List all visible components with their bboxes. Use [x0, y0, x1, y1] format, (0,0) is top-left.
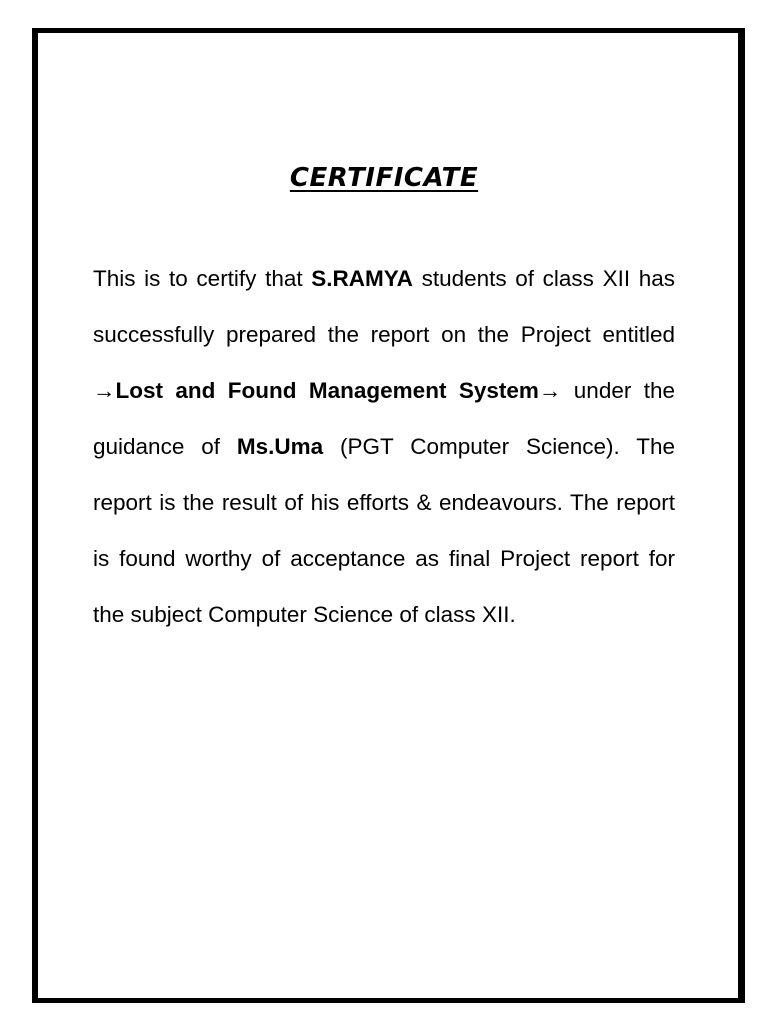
body-text-guidance: under the guidance of	[93, 378, 676, 459]
body-text-intro: This is to certify that	[93, 266, 312, 291]
certificate-title: CERTIFICATE	[289, 163, 479, 193]
project-title: →Lost and Found Management System→	[93, 378, 562, 403]
body-text-closing: (PGT Computer Science). The report is the result of his efforts & endeavours. The report is found worthy of acceptance as final Project report for the subject Computer Science of class XII.	[93, 434, 675, 627]
certificate-body	[93, 251, 675, 643]
student-name: S.RAMYA	[311, 266, 413, 291]
body-text-class: students of class XII has successfully prepared the report on the Project entitled	[93, 266, 675, 347]
guide-name: Ms.Uma	[236, 434, 324, 459]
